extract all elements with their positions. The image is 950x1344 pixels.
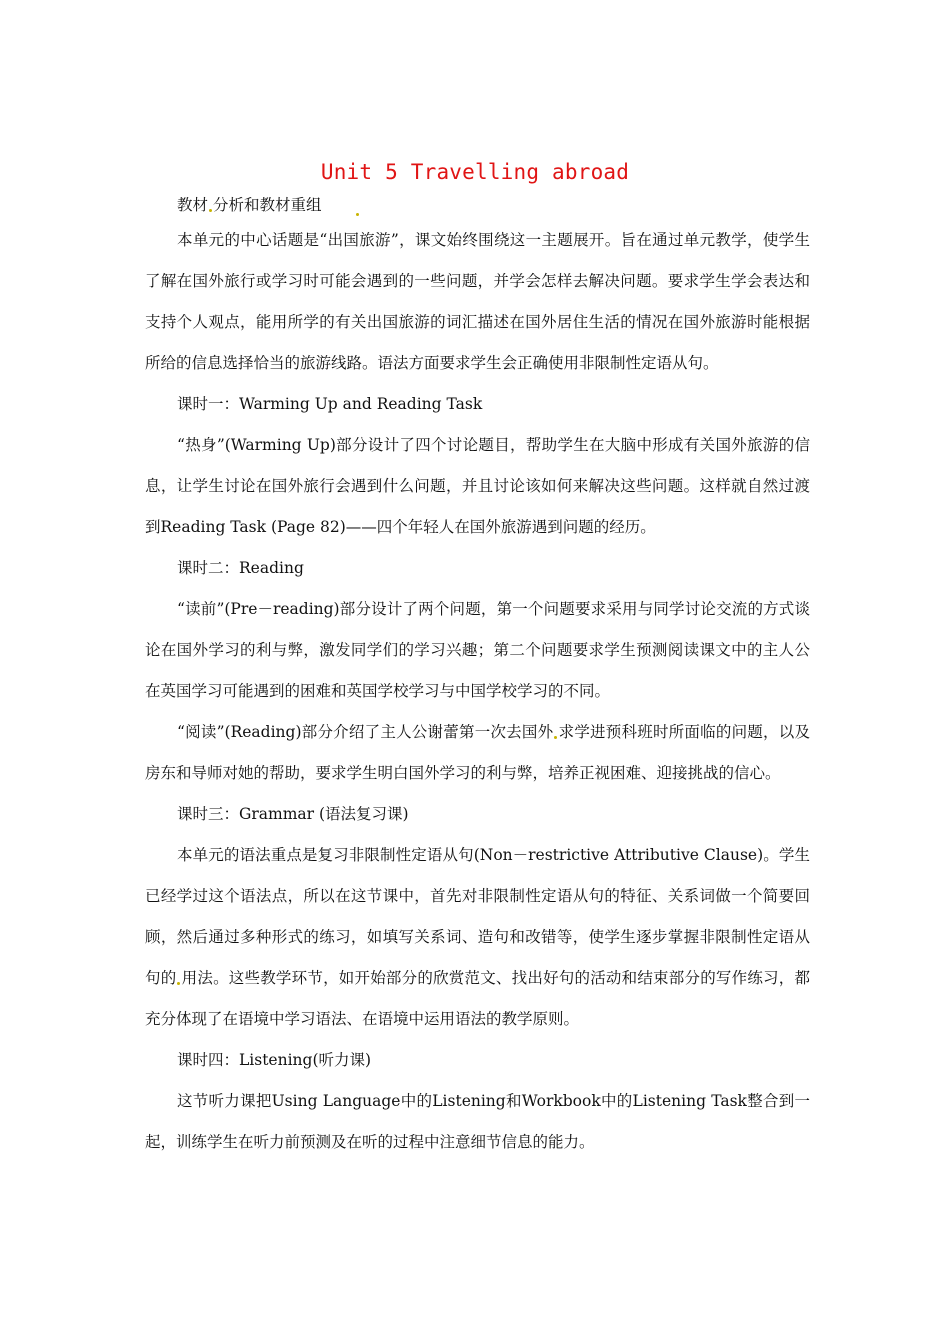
- lesson2-reading-text-a: “阅读”(Reading)部分介绍了主人公谢蕾第一次去国外: [177, 723, 554, 741]
- lesson2-paragraph-pre-reading: “读前”(Pre－reading)部分设计了两个问题，第一个问题要求采用与同学讨论交流的方式谈论在国外学习的利与弊，激发同学们的学习兴趣；第二个问题要求学生预测阅读课文中的主人公在英国学习可能遇到的困难和英国学校学习与中国学校学习的不同。: [145, 600, 810, 700]
- document-body: [145, 190, 810, 1163]
- lesson3-text-a: 本单元的语法重点是复习非限制性定语从句(Non－restrictive Attributive Clause)。学生已经学过这个语法点，所以在这节课中，首先对非限制性定语从句的特征、关系词做一个简要回顾，然后通过多种形式的练习，如填写关系词、造句和改错等，使学生逐步掌握非限制性定语从句的: [145, 846, 810, 987]
- section-heading-part1: 教材: [177, 196, 209, 214]
- lesson3-heading: 课时三：Grammar (语法复习课): [177, 805, 409, 823]
- lesson3-paragraph: [145, 835, 810, 1040]
- lesson1-paragraph: “热身”(Warming Up)部分设计了四个讨论题目，帮助学生在大脑中形成有关国外旅游的信息，让学生讨论在国外旅行会遇到什么问题，并且讨论该如何来解决这些问题。这样就自然过渡到Reading Task (Page 82)——四个年轻人在国外旅游遇到问题的经历。: [145, 436, 810, 536]
- lesson1-heading: 课时一：Warming Up and Reading Task: [177, 395, 483, 413]
- lesson2-reading-text-b: 求学进预科班时所面临的问题，以及房东和导师对她的帮助，要求学生明白国外学习的利与弊，培养正视困难、迎接挑战的信心。: [145, 723, 810, 782]
- lesson2-heading: 课时二：Reading: [177, 559, 304, 577]
- section-heading: [145, 190, 810, 220]
- marker-dot: [356, 213, 359, 216]
- document-title: Unit 5 Travelling abroad: [320, 160, 630, 184]
- intro-paragraph: 本单元的中心话题是“出国旅游”，课文始终围绕这一主题展开。旨在通过单元教学，使学生了解在国外旅行或学习时可能会遇到的一些问题，并学会怎样去解决问题。要求学生学会表达和支持个人观点，能用所学的有关出国旅游的词汇描述在国外居住生活的情况在国外旅游时能根据所给的信息选择恰当的旅游线路。语法方面要求学生会正确使用非限制性定语从句。: [145, 231, 810, 372]
- lesson4-paragraph: 这节听力课把Using Language中的Listening和Workbook中的Listening Task整合到一起，训练学生在听力前预测及在听的过程中注意细节信息的能力。: [145, 1092, 810, 1151]
- marker-dot: [554, 736, 557, 739]
- lesson3-text-b: 用法。这些教学环节，如开始部分的欣赏范文、找出好句的活动和结束部分的写作练习，都充分体现了在语境中学习语法、在语境中运用语法的教学原则。: [145, 969, 810, 1028]
- marker-dot: [209, 209, 212, 212]
- marker-dot: [177, 982, 180, 985]
- lesson2-paragraph-reading: [145, 712, 810, 794]
- section-heading-part2: 分析和教材重组: [213, 196, 322, 214]
- lesson4-heading: 课时四：Listening(听力课): [177, 1051, 372, 1069]
